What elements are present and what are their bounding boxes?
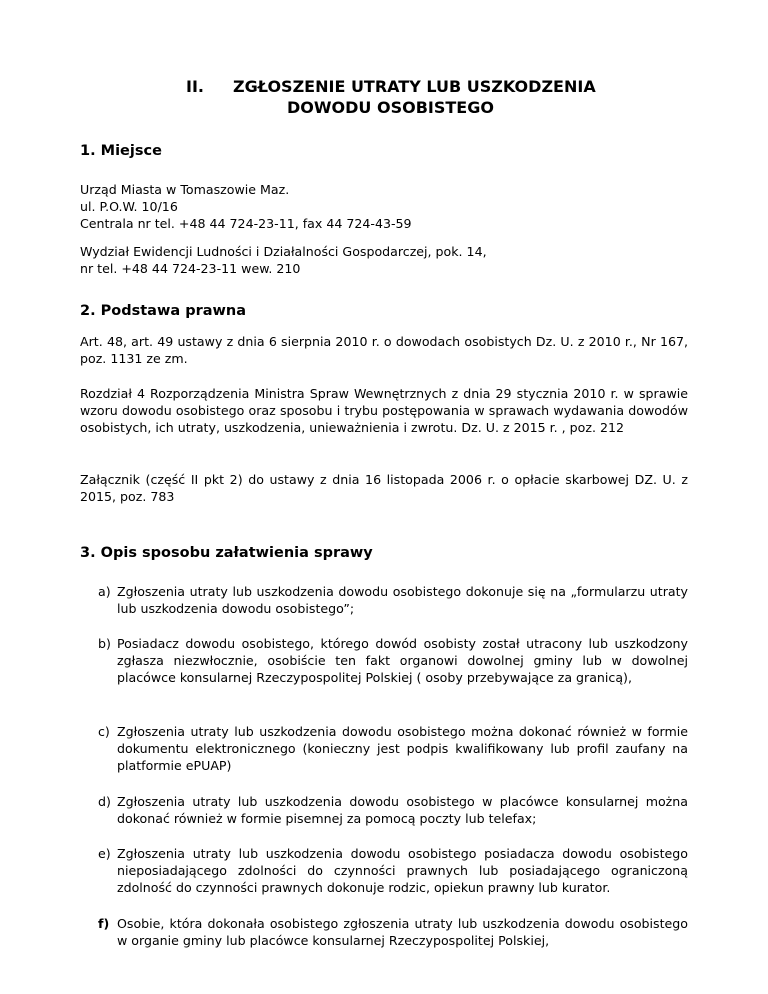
list-item <box>98 915 688 949</box>
list-item-text: Zgłoszenia utraty lub uszkodzenia dowodu osobistego można dokonać również w formie dokumentu elektronicznego (konieczny jest podpis kwalifikowany lub profil zaufany na platformie ePUAP) <box>117 724 688 773</box>
department-block <box>80 243 688 277</box>
address-line: Centrala nr tel. +48 44 724-23-11, fax 44 724-43-59 <box>80 216 412 231</box>
legal-basis-paragraph: Załącznik (część II pkt 2) do ustawy z dnia 16 listopada 2006 r. o opłacie skarbowej DZ. U. z 2015, poz. 783 <box>80 472 688 504</box>
list-marker: c) <box>98 724 110 739</box>
list-item-text: Zgłoszenia utraty lub uszkodzenia dowodu osobistego w placówce konsularnej można dokonać również w formie pisemnej za pomocą poczty lub telefax; <box>117 794 688 826</box>
section-title-line-2: DOWODU OSOBISTEGO <box>287 98 494 117</box>
list-item-text: Osobie, która dokonała osobistego zgłoszenia utraty lub uszkodzenia dowodu osobistego w organie gminy lub placówce konsularnej Rzeczypospolitej Polskiej, <box>117 916 688 948</box>
list-item <box>98 635 688 686</box>
list-item-text: Zgłoszenia utraty lub uszkodzenia dowodu osobistego dokonuje się na „formularzu utraty lub uszkodzenia dowodu osobistego”; <box>117 584 688 616</box>
address-line: ul. P.O.W. 10/16 <box>80 199 178 214</box>
address-block <box>80 181 688 232</box>
list-item <box>98 723 688 774</box>
list-item <box>98 845 688 896</box>
department-line: nr tel. +48 44 724-23-11 wew. 210 <box>80 261 301 276</box>
list-marker: f) <box>98 916 110 931</box>
legal-basis-paragraph: Rozdział 4 Rozporządzenia Ministra Spraw Wewnętrznych z dnia 29 stycznia 2010 r. w sprawie wzoru dowodu osobistego oraz sposobu i trybu postępowania w sprawach wydawania dowodów osobistych, ich utraty, uszkodzenia, unieważnienia i zwrotu. Dz. U. z 2015 r. , poz. 212 <box>80 386 688 435</box>
heading-opis-sposobu: 3. Opis sposobu załatwienia sprawy <box>80 545 373 561</box>
list-item-text: Zgłoszenia utraty lub uszkodzenia dowodu osobistego posiadacza dowodu osobistego nieposiadającego zdolności do czynności prawnych lub posiadającego ograniczoną zdolność do czynności prawnych dokonuje rodzic, opiekun prawny lub kurator. <box>117 846 688 895</box>
heading-miejsce: 1. Miejsce <box>80 143 162 159</box>
list-marker: a) <box>98 584 111 599</box>
list-marker: d) <box>98 794 111 809</box>
section-number: II. <box>186 77 204 96</box>
list-item-text: Posiadacz dowodu osobistego, którego dowód osobisty został utracony lub uszkodzony zgłasza niezwłocznie, osobiście ten fakt organowi dowolnej gminy lub w dowolnej placówce konsularnej Rzeczypospolitej Polskiej ( osoby przebywające za granicą), <box>117 636 688 685</box>
list-marker: b) <box>98 636 111 651</box>
section-title-line-1: ZGŁOSZENIE UTRATY LUB USZKODZENIA <box>233 77 596 96</box>
heading-podstawa-prawna: 2. Podstawa prawna <box>80 303 247 319</box>
list-marker: e) <box>98 846 111 861</box>
list-item <box>98 583 688 617</box>
address-line: Urząd Miasta w Tomaszowie Maz. <box>80 182 290 197</box>
department-line: Wydział Ewidencji Ludności i Działalności Gospodarczej, pok. 14, <box>80 244 487 259</box>
legal-basis-paragraph: Art. 48, art. 49 ustawy z dnia 6 sierpnia 2010 r. o dowodach osobistych Dz. U. z 2010 r., Nr 167, poz. 1131 ze zm. <box>80 334 688 366</box>
list-item <box>98 793 688 827</box>
